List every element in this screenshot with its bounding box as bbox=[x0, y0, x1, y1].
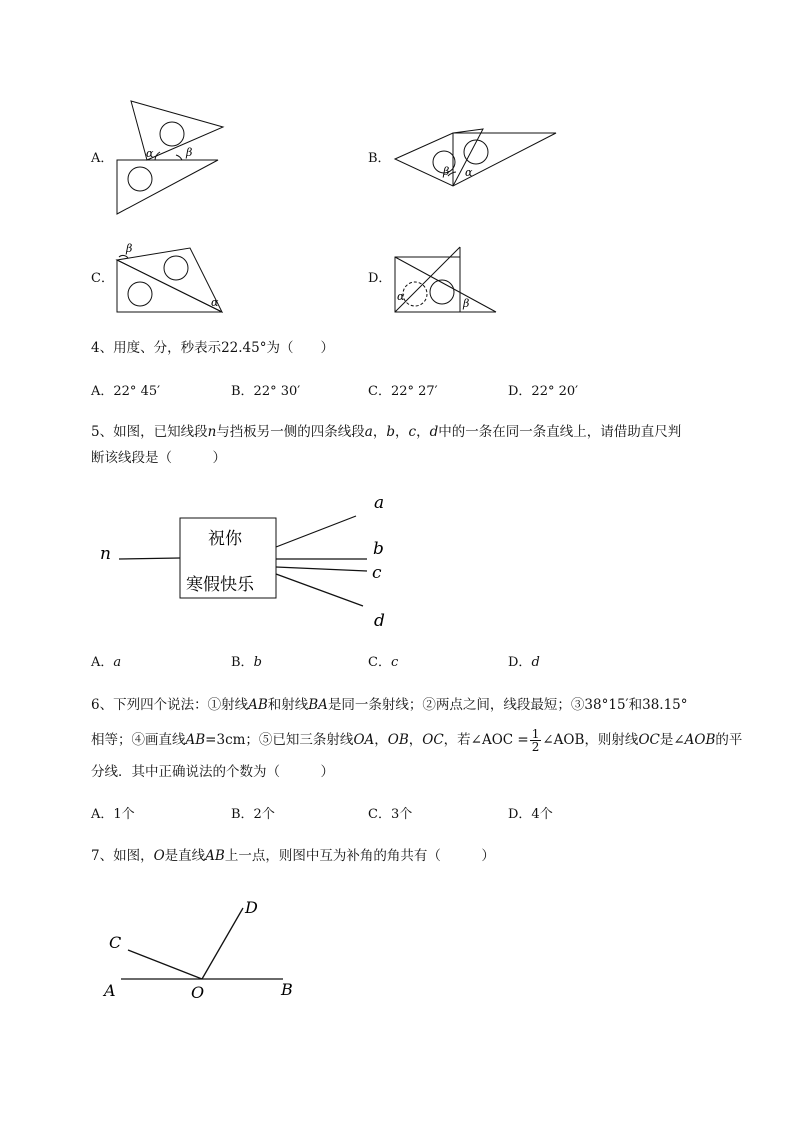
q5-stem-line1: 5、如图，已知线段n与挡板另一侧的四条线段a，b，c，d中的一条在同一条直线上，请借助直尺判 bbox=[91, 424, 682, 440]
q6-option-d[interactable]: D．4个 bbox=[508, 807, 553, 822]
q6-line3: 分线．其中正确说法的个数为（ ） bbox=[91, 764, 334, 780]
label-c: c bbox=[372, 563, 382, 583]
q5-option-a[interactable]: A．a bbox=[91, 655, 122, 670]
label-a: a bbox=[374, 493, 385, 513]
q3-option-d-label[interactable]: D． bbox=[368, 271, 392, 286]
q4-option-d[interactable]: D．22° 20′ bbox=[508, 384, 579, 399]
q5-option-d[interactable]: D．d bbox=[508, 655, 540, 670]
label-d: d bbox=[374, 611, 385, 631]
q3-c-beta: β bbox=[126, 242, 133, 255]
q3-option-a-label[interactable]: A． bbox=[91, 151, 114, 166]
label-B: B bbox=[281, 980, 293, 999]
q3-option-c-label[interactable]: C． bbox=[91, 271, 114, 286]
board-text-2: 寒假快乐 bbox=[186, 575, 254, 595]
q4-stem: 4、用度、分，秒表示22.45°为（ ） bbox=[91, 340, 334, 356]
q6-option-c[interactable]: C．3个 bbox=[368, 807, 413, 822]
q7-stem: 7、如图，O是直线AB上一点，则图中互为补角的角共有（ ） bbox=[91, 848, 495, 864]
q6-option-b[interactable]: B．2个 bbox=[231, 807, 275, 822]
q3-d-beta: β bbox=[463, 297, 470, 310]
q3-d-alpha: α bbox=[397, 290, 405, 303]
q6-line2: 相等；④画直线AB=3cm；⑤已知三条射线OA，OB，OC，若∠AOC = $\frac{1}{2}$ ∠AOB，则射线OC是∠AOB的平 bbox=[91, 727, 743, 754]
q3-b-beta: β bbox=[443, 165, 450, 178]
q4-option-a[interactable]: A．22° 45′ bbox=[91, 384, 161, 399]
label-A: A bbox=[104, 981, 116, 1000]
q3-a-beta: β bbox=[186, 146, 193, 159]
label-D: D bbox=[245, 898, 258, 917]
board-text-1: 祝你 bbox=[208, 529, 242, 549]
ray-oc bbox=[128, 950, 202, 979]
q5-stem-line2: 断该线段是（ ） bbox=[91, 450, 226, 466]
q3-a-alpha: α bbox=[146, 147, 154, 160]
label-O: O bbox=[191, 983, 205, 1002]
ray-od bbox=[202, 908, 243, 979]
label-b: b bbox=[373, 539, 384, 559]
label-n: n bbox=[100, 544, 111, 564]
q3-option-b-label[interactable]: B． bbox=[368, 151, 391, 166]
q3-c-alpha: α bbox=[211, 296, 219, 309]
q5-option-b[interactable]: B．b bbox=[231, 655, 262, 670]
q4-option-b[interactable]: B．22° 30′ bbox=[231, 384, 301, 399]
q6-option-a[interactable]: A．1个 bbox=[91, 807, 135, 822]
fraction-one-half: $\frac{1}{2}$ bbox=[531, 727, 540, 754]
label-C: C bbox=[109, 933, 122, 952]
q4-option-c[interactable]: C．22° 27′ bbox=[368, 384, 438, 399]
q6-line1: 6、下列四个说法：①射线AB和射线BA是同一条射线；②两点之间，线段最短；③38°15′和38.15° bbox=[91, 697, 688, 713]
q3-b-alpha: α bbox=[465, 166, 473, 179]
q5-option-c[interactable]: C．c bbox=[368, 655, 399, 670]
